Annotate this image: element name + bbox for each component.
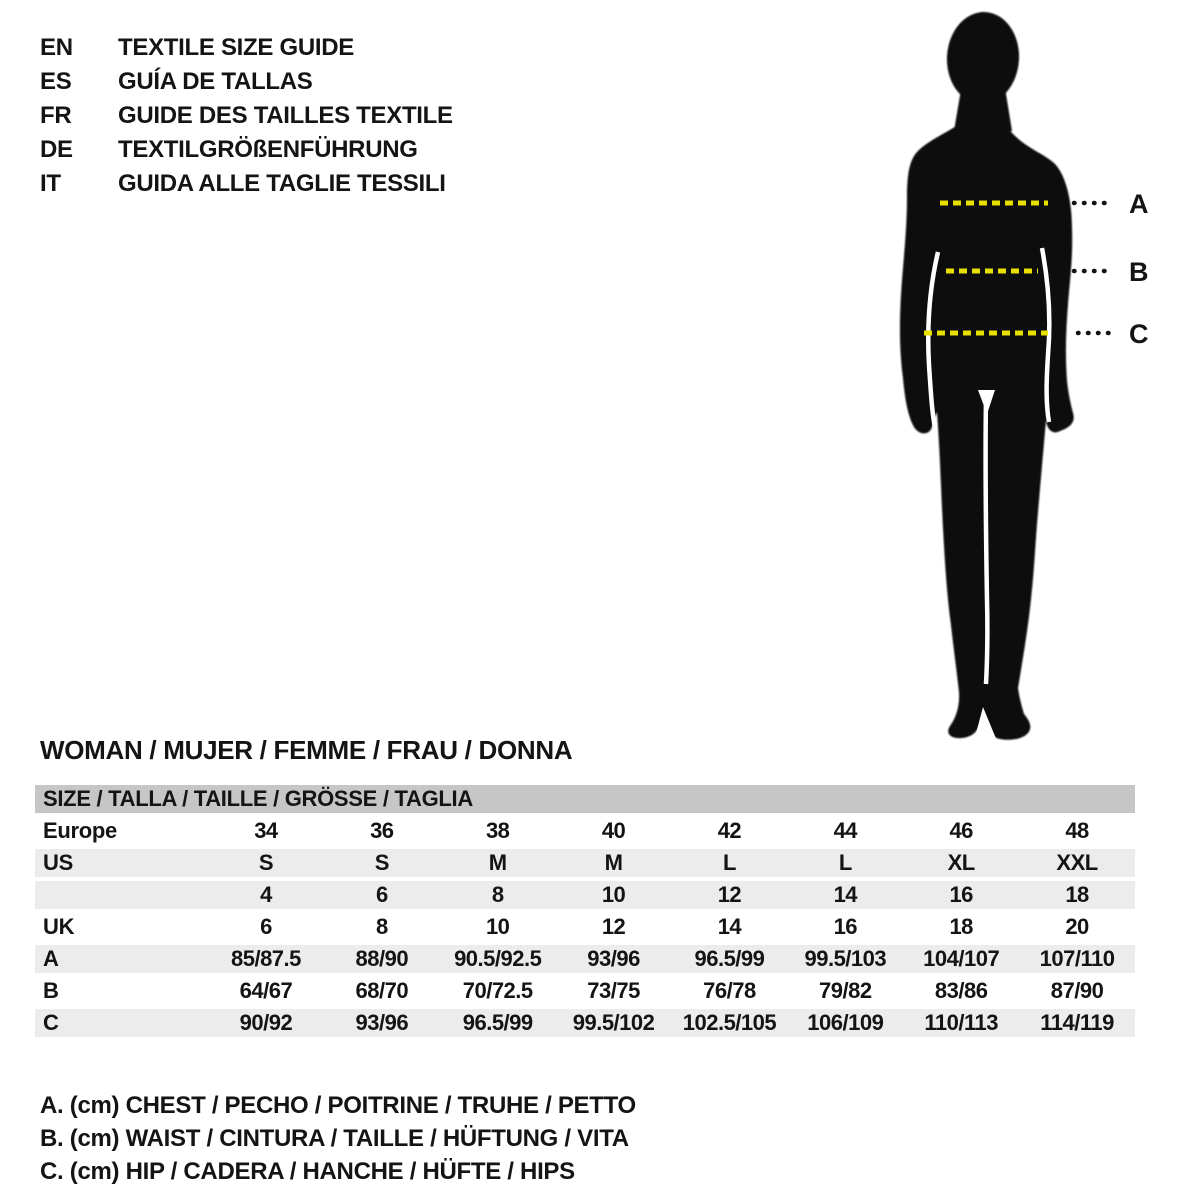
table-cell: 42 [717, 818, 742, 843]
table-cell: 76/78 [703, 978, 756, 1003]
row-label: B [43, 978, 59, 1003]
table-cell: 73/75 [587, 978, 640, 1003]
table-row-waist-b [35, 977, 1135, 1005]
language-label: GUÍA DE TALLAS [118, 68, 313, 95]
size-table-header: SIZE / TALLA / TAILLE / GRÖSSE / TAGLIA [35, 785, 1135, 813]
table-cell: M [488, 850, 507, 875]
table-cell: 85/87.5 [230, 946, 301, 971]
measurement-legend [40, 1089, 636, 1188]
language-code: EN [40, 34, 73, 61]
table-cell: 48 [1065, 818, 1089, 843]
table-cell: 6 [375, 882, 388, 907]
table-cell: 64/67 [239, 978, 293, 1003]
row-label: US [43, 850, 73, 875]
marker-label-a: A [1129, 189, 1149, 219]
table-cell: 12 [717, 882, 742, 907]
table-cell: 70/72.5 [462, 978, 533, 1003]
table-cell: S [374, 850, 389, 875]
language-code: DE [40, 136, 73, 163]
table-cell: XL [947, 850, 975, 875]
language-label: TEXTILE SIZE GUIDE [118, 34, 354, 61]
table-cell: 93/96 [587, 946, 640, 971]
table-row-chest-a [35, 945, 1135, 973]
silhouette-neck [954, 82, 1012, 131]
language-label: TEXTILGRÖßENFÜHRUNG [118, 136, 418, 163]
language-code: FR [40, 102, 72, 129]
row-label: Europe [43, 818, 117, 843]
table-cell: 83/86 [934, 978, 988, 1003]
legend-chest: A. (cm) CHEST / PECHO / POITRINE / TRUHE / PETTO [40, 1092, 636, 1119]
table-cell: 38 [485, 818, 510, 843]
marker-label-b: B [1129, 257, 1149, 287]
legend-hip: C. (cm) HIP / CADERA / HANCHE / HÜFTE / HIPS [40, 1158, 575, 1185]
table-cell: 40 [601, 818, 626, 843]
table-cell: 93/96 [355, 1010, 409, 1035]
table-cell: 107/110 [1039, 946, 1115, 971]
table-cell: 90.5/92.5 [454, 946, 542, 971]
table-cell: XXL [1056, 850, 1098, 875]
table-cell: 110/113 [924, 1010, 998, 1035]
pointer-lines [1074, 203, 1113, 333]
table-row-europe [35, 817, 1135, 845]
row-label: C [43, 1010, 59, 1035]
table-cell: 36 [370, 818, 394, 843]
table-cell: 104/107 [923, 946, 1000, 971]
table-cell: 102.5/105 [682, 1010, 777, 1035]
table-cell: 18 [1065, 882, 1089, 907]
table-row-us-numeric [35, 881, 1135, 909]
row-label: A [43, 946, 59, 971]
language-label: GUIDE DES TAILLES TEXTILE [118, 102, 453, 129]
table-row-hip-c [35, 1009, 1135, 1037]
table-cell: 4 [260, 882, 272, 907]
table-cell: 6 [260, 914, 272, 939]
legend-waist: B. (cm) WAIST / CINTURA / TAILLE / HÜFTUNG / VITA [40, 1125, 629, 1152]
table-cell: L [722, 850, 736, 875]
table-cell: M [604, 850, 623, 875]
table-cell: 18 [949, 914, 973, 939]
table-cell: 96.5/99 [462, 1010, 533, 1035]
table-cell: 44 [833, 818, 858, 843]
table-cell: 114/119 [1040, 1010, 1114, 1035]
table-cell: 46 [949, 818, 973, 843]
table-cell: 79/82 [819, 978, 872, 1003]
table-cell: 10 [485, 914, 510, 939]
table-cell: L [838, 850, 852, 875]
table-row-uk [35, 913, 1135, 941]
table-cell: 8 [375, 914, 388, 939]
table-cell: S [258, 850, 274, 875]
table-cell: 87/90 [1050, 978, 1104, 1003]
table-cell: 10 [601, 882, 626, 907]
table-cell: 34 [254, 818, 278, 843]
table-cell: 20 [1065, 914, 1089, 939]
language-code: ES [40, 68, 72, 95]
table-cell: 14 [717, 914, 742, 939]
table-cell: 96.5/99 [694, 946, 765, 971]
marker-labels [1129, 189, 1149, 349]
table-cell: 88/90 [355, 946, 409, 971]
section-title: WOMAN / MUJER / FEMME / FRAU / DONNA [40, 735, 573, 765]
table-cell: 106/109 [807, 1010, 884, 1035]
table-cell: 8 [491, 882, 504, 907]
table-cell: 99.5/103 [804, 946, 887, 971]
language-code: IT [40, 170, 61, 197]
table-cell: 99.5/102 [572, 1010, 655, 1035]
table-cell: 16 [833, 914, 858, 939]
table-cell: 68/70 [355, 978, 409, 1003]
leg-gap [986, 398, 988, 684]
table-cell: 90/92 [239, 1010, 293, 1035]
marker-label-c: C [1129, 319, 1149, 349]
table-row-us [35, 849, 1135, 877]
language-label: GUIDA ALLE TAGLIE TESSILI [118, 170, 446, 197]
size-table [35, 785, 1135, 1041]
table-cell: 16 [949, 882, 973, 907]
table-cell: 14 [833, 882, 858, 907]
row-label: UK [43, 914, 75, 939]
table-cell: 12 [601, 914, 626, 939]
